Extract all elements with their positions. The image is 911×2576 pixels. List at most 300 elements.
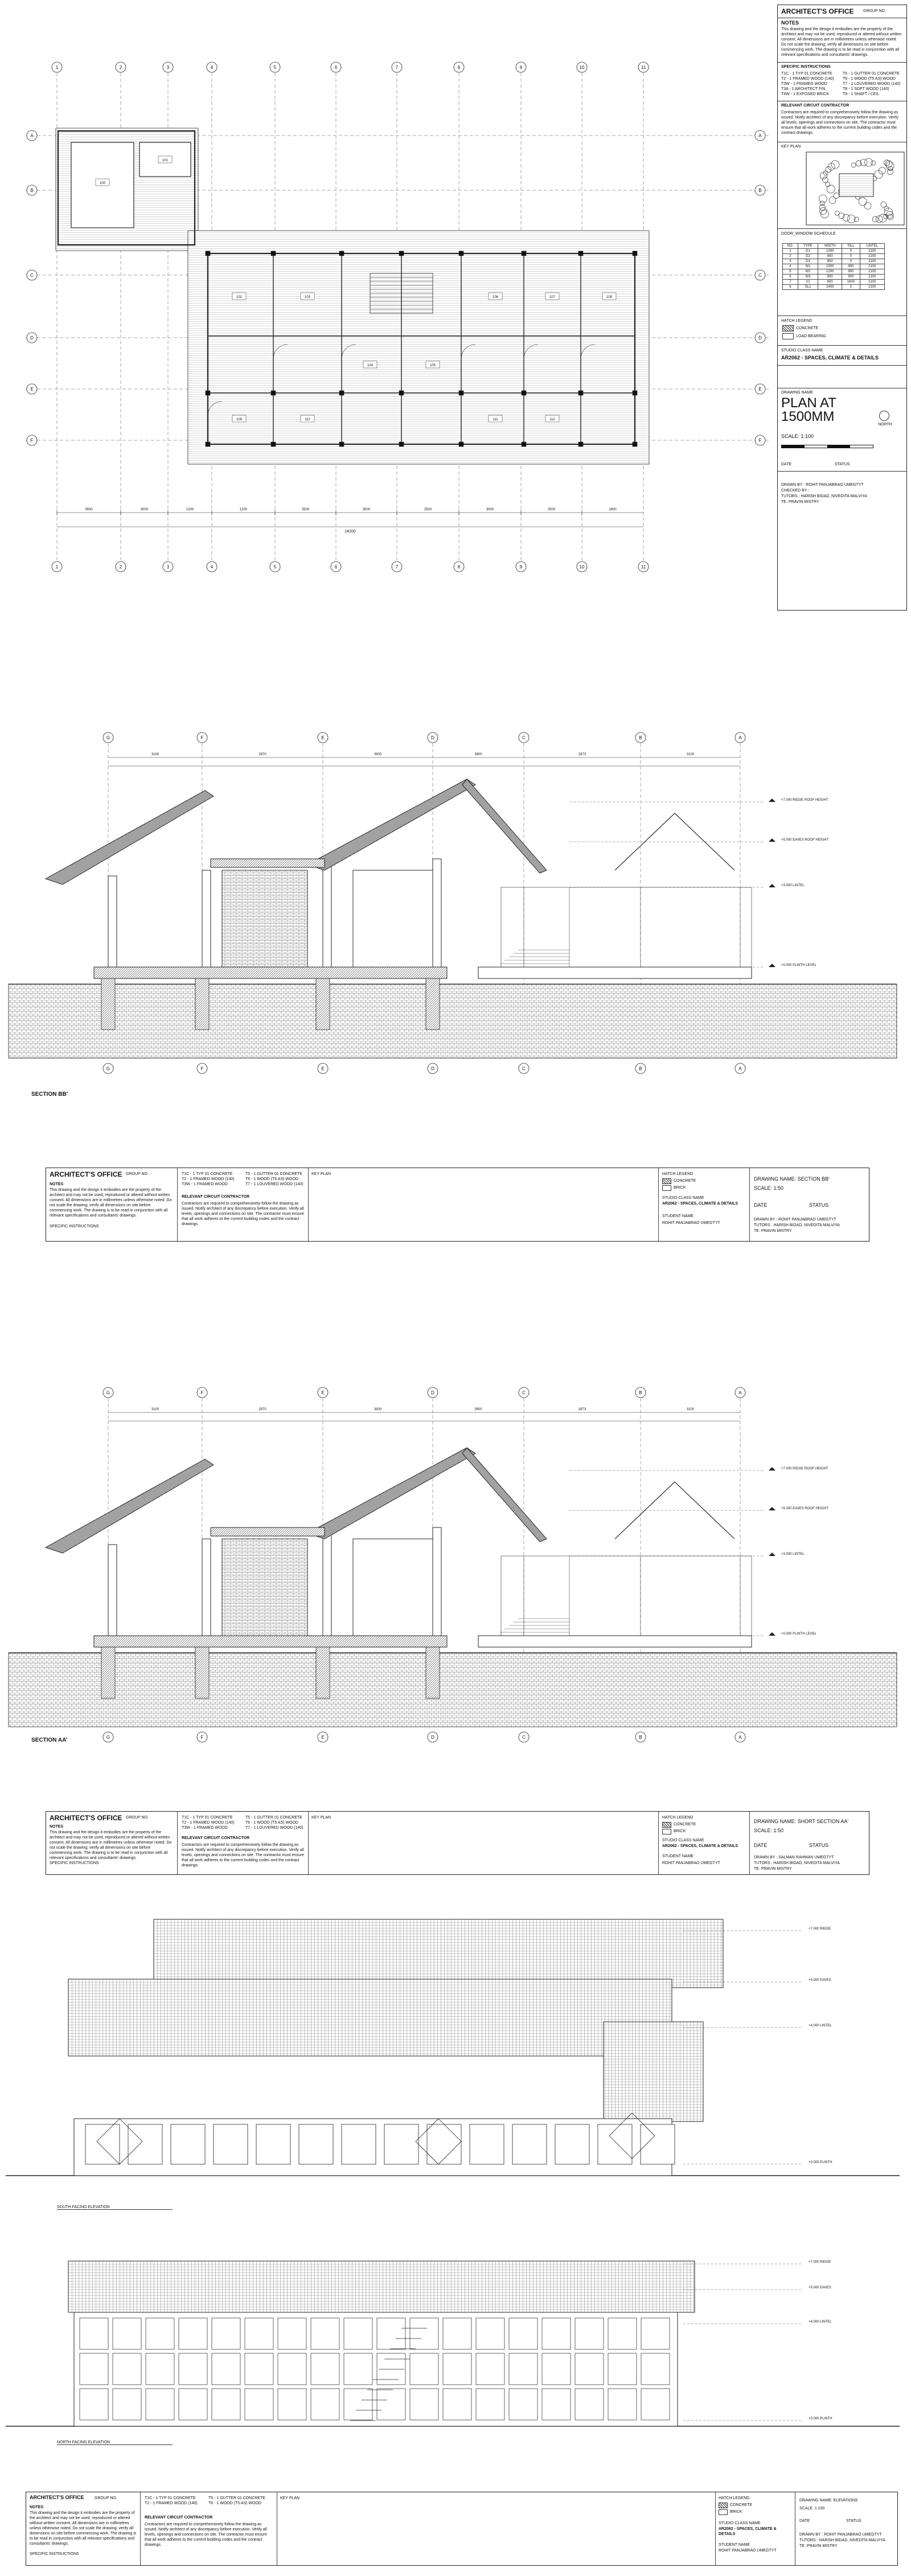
room-tag-text: 107 [549, 296, 556, 299]
grid-bubble-label: 3 [166, 564, 170, 570]
grid-bubble-label: G [106, 1735, 110, 1740]
window [85, 2124, 120, 2164]
room-tag-text: 101 [162, 159, 169, 162]
roof-slope [46, 791, 214, 884]
dimension-text: 3100 [151, 1408, 159, 1411]
table-cell: 1200 [818, 269, 842, 275]
column [206, 442, 210, 447]
room-tag-text: 105 [429, 364, 436, 367]
pavilion-outline [501, 1556, 752, 1636]
grid-bubble-label: E [30, 387, 34, 392]
key-plan-title: KEY PLAN [311, 1172, 331, 1176]
roof-slope [462, 779, 547, 873]
plan-sheet [0, 0, 911, 615]
section-aa-sheet [0, 1355, 911, 1879]
notes-text: This drawing and the design it embodies are the property of the architect and may not be used, reproduced or altered without written consent. All dimensions are in millimetres unless otherwise noted. Do not scale the drawing; verify all dimensions on site before commencing work. The drawing is to be read in conjunction with all relevant specifications and consultants' drawings. [781, 27, 902, 57]
office-name: ARCHITECT'S OFFICE [30, 2495, 84, 2500]
window [113, 2389, 141, 2420]
grid-bubble-label: F [200, 1066, 204, 1071]
room-tag-text: 106 [492, 296, 499, 299]
grid-bubble-label: C [522, 1390, 526, 1395]
level-text: +5.000 EAVES ROOF HEIGHT [781, 838, 829, 842]
window [344, 2353, 372, 2385]
section-aa-caption: SECTION AA' [31, 1737, 68, 1743]
office-name: ARCHITECT'S OFFICE [50, 1170, 122, 1178]
grid-bubble-label: C [758, 273, 762, 278]
relevant-text: Contractors are required to comprehensively follow the drawing as issued. Notify architect of any discrepancy before execution. Verify all levels, openings and connections on site. The contractor must ensure that all work adheres to the current building codes and the contract drawings. [145, 2522, 268, 2547]
grid-bubble-label: G [106, 1390, 110, 1395]
lower-roof [68, 1979, 672, 2056]
studio-label: STUDIO CLASS NAME [662, 1196, 704, 1200]
grid-bubble-label: D [758, 335, 762, 341]
drawing-name-label: DRAWING NAME [781, 391, 813, 395]
window [443, 2353, 471, 2385]
plinth-slab [478, 967, 752, 978]
window [641, 2124, 675, 2164]
grid-bubble-label: 8 [457, 564, 461, 570]
level-text: +7.000 RIDGE [809, 1927, 831, 1931]
table-cell: 2100 [860, 269, 884, 275]
tutors: TUTORS : HARISH BIDAD, NIVEDITA MALVIYA [799, 2538, 885, 2542]
grid-bubble-label: A [738, 1735, 742, 1740]
dimension-text: 2500 [424, 508, 432, 511]
level-text: +0.000 PLINTH LEVEL [781, 964, 816, 967]
window [608, 2389, 637, 2420]
column [271, 442, 276, 447]
hatch-load-bearing-swatch [782, 333, 794, 339]
window [179, 2389, 207, 2420]
dimension-text: 2873 [578, 753, 586, 756]
key-plan-title: KEY PLAN [311, 1816, 331, 1820]
dimension-text: 2500 [301, 508, 310, 511]
table-cell: 0 [842, 285, 860, 290]
plan-title-block [777, 5, 907, 611]
spec-item: T7 - 1 LOUVERED WOOD (140) [843, 82, 901, 86]
dimension-text: 3900 [474, 1408, 482, 1411]
deck-hatch [188, 231, 649, 464]
relevant-text: Contractors are required to comprehensively follow the drawing as issued. Notify architect of any discrepancy before execution. Verify all levels, openings and connections on site. The contractor must ensure that all work adheres to the current building codes and the contract drawings. [182, 1202, 305, 1226]
grid-bubble-label: 7 [395, 564, 399, 570]
column [271, 391, 276, 395]
slab [211, 859, 325, 867]
hatch-brick-swatch [719, 2509, 728, 2515]
table-cell: 600 [818, 280, 842, 285]
pavilion-outline [501, 887, 752, 967]
column [522, 391, 526, 395]
window [377, 2353, 405, 2385]
wall [202, 870, 211, 967]
spec-item: T2 - 1 FRAMED WOOD (140) [182, 1177, 235, 1181]
table-row [783, 264, 885, 269]
column [459, 442, 463, 447]
plinth-slab [94, 1636, 447, 1647]
spec-item: T3W - 1 FRAMED WOOD [781, 82, 827, 86]
window [509, 2318, 537, 2349]
relevant-title: RELEVANT CIRCUIT CONTRACTOR [781, 104, 850, 108]
drawn-by: DRAWN BY : SALMAN RAHMAN UMEGTYT [754, 1856, 834, 1860]
window [410, 2353, 438, 2385]
overall-dimension: 24200 [344, 530, 356, 534]
grid-bubble-label: D [30, 335, 34, 341]
grid-bubble-label: 6 [334, 65, 338, 70]
level-text: +4.000 LINTEL [809, 2320, 832, 2324]
window [311, 2389, 339, 2420]
level-marker-icon [769, 838, 775, 842]
level-marker-icon [769, 1632, 775, 1636]
level-text: +0.000 PLINTH [809, 2161, 832, 2164]
window [212, 2318, 240, 2349]
table-cell: 1800 [842, 280, 860, 285]
column [633, 251, 637, 256]
tutors: TUTORS : HARISH BIDAD, NIVEDITA MALVIYA [781, 494, 867, 498]
drawing-name: PLAN AT [781, 395, 836, 411]
grid-bubble-label: E [321, 735, 325, 740]
window [146, 2353, 174, 2385]
specific-instructions-title: SPECIFIC INSTRUCTIONS [50, 1861, 99, 1865]
grid-bubble-label: D [431, 735, 434, 740]
window [179, 2353, 207, 2385]
footing [426, 978, 440, 1030]
section-aa-drawing [0, 1355, 911, 1879]
drawn-by: DRAWN BY : ROHIT PANJABRAO UMEGTYT [799, 2533, 882, 2537]
table-header: LINTEL [860, 244, 884, 249]
student-label: STUDENT NAME [719, 2543, 750, 2547]
footing [426, 1647, 440, 1698]
spec-item: T1C - 1 TYP 01 CONCRETE [145, 2496, 196, 2500]
window [377, 2318, 405, 2349]
dimension-text: 1800 [609, 508, 617, 511]
table-cell: W3 [798, 275, 818, 280]
grid-bubble-label: 6 [334, 564, 338, 570]
tutors-2: TE. PRAVIN MISTRY [754, 1867, 792, 1871]
table-cell: 1 [783, 249, 798, 254]
table-cell: W1 [798, 264, 818, 269]
hatch-legend-title: HATCH LEGEND [662, 1172, 693, 1176]
scale-label: SCALE: 1:100 [799, 2507, 825, 2511]
wall [323, 859, 331, 967]
level-text: +0.000 PLINTH [809, 2417, 832, 2421]
key-plan-title: KEY PLAN [280, 2496, 300, 2500]
wall [433, 859, 441, 967]
table-cell: 0 [842, 254, 860, 259]
roof-slope [46, 1459, 214, 1553]
column [399, 442, 404, 447]
specific-instructions-title: SPECIFIC INSTRUCTIONS [781, 65, 831, 69]
window [575, 2353, 604, 2385]
footing [316, 1647, 330, 1698]
spec-item: T8 - 1 SOFT WOOD (140) [843, 87, 889, 91]
window [311, 2318, 339, 2349]
dimension-text: 2873 [578, 1408, 586, 1411]
tutors: TUTORS : HARISH BIDAD, NIVEDITA MALVIYA [754, 1223, 840, 1227]
spec-item: T5 - 1 GUTTER 01 CONCRETE [245, 1816, 302, 1820]
dimension-text: 2970 [258, 753, 266, 756]
grid-bubble-label: 2 [119, 65, 122, 70]
tutors-2: TE. PRAVIN MISTRY [799, 2544, 838, 2548]
roof-slope [462, 1448, 547, 1542]
table-cell: 2100 [860, 254, 884, 259]
grid-bubble-label: 2 [119, 564, 122, 570]
ground-hatch [9, 1653, 897, 1727]
legend-item: CONCRETE [796, 326, 819, 330]
roof-slope [307, 779, 475, 870]
student-name: ROHIT PANJABRAO UMEGTYT [662, 1861, 720, 1865]
notes-text: This drawing and the design it embodies are the property of the architect and may not be used, reproduced or altered without written consent. All dimensions are in millimetres unless otherwise noted. Do not scale the drawing; verify all dimensions on site before commencing work. The drawing is to be read in conjunction with all relevant specifications and consultants' drawings. [30, 2511, 137, 2546]
hatch-concrete-swatch [662, 1822, 671, 1828]
window [128, 2124, 162, 2164]
window [476, 2318, 504, 2349]
status-label: STATUS [835, 462, 850, 466]
dimension-text: 3900 [374, 1408, 382, 1411]
column [459, 251, 463, 256]
window [443, 2389, 471, 2420]
window [509, 2389, 537, 2420]
window [410, 2389, 438, 2420]
grid-bubble-label: E [321, 1735, 325, 1740]
notes-title: NOTES [781, 20, 799, 26]
table-row [783, 285, 885, 290]
student-name: ROHIT PANJABRAO UMEGTYT [719, 2549, 777, 2553]
room-tag-text: 110 [305, 418, 310, 421]
grid-bubble-label: 7 [395, 65, 399, 70]
spec-item: T6 - 1 WOOD (T5 AS) WOOD [245, 1821, 298, 1825]
table-cell: 8 [783, 285, 798, 290]
room-tag-text: 108 [606, 296, 613, 299]
group-label: GROUP NO. [126, 1816, 149, 1820]
footing [101, 1647, 115, 1698]
grid-bubble-label: C [522, 1066, 526, 1071]
window [299, 2124, 333, 2164]
office-name: ARCHITECT'S OFFICE [781, 7, 854, 15]
spec-item: T1C - 1 TYP 01 CONCRETE [781, 72, 832, 76]
dimension-text: 1200 [186, 508, 194, 511]
column [399, 251, 404, 256]
key-building [839, 174, 873, 196]
column [522, 251, 526, 256]
spec-item: T1C - 1 TYP 01 CONCRETE [182, 1172, 233, 1176]
dimension-text: 3000 [362, 508, 371, 511]
grid-bubble-label: A [758, 133, 762, 138]
room-tag-text: 111 [493, 418, 498, 421]
column [339, 391, 344, 395]
wall [433, 1527, 441, 1636]
column [399, 391, 404, 395]
section-bb-title-block [46, 1168, 869, 1242]
legend-item: CONCRETE [674, 1823, 696, 1826]
table-cell: 2100 [860, 275, 884, 280]
grid-bubble-label: 10 [579, 65, 585, 70]
dimension-text: 3100 [686, 753, 695, 756]
table-cell: V1 [798, 280, 818, 285]
spec-item: T1C - 1 TYP 01 CONCRETE [182, 1816, 233, 1820]
window [146, 2389, 174, 2420]
elevations-sheet [0, 1891, 911, 2576]
table-cell: 1000 [818, 249, 842, 254]
hatch-legend-title: HATCH LEGEND [662, 1816, 693, 1820]
notes-text: This drawing and the design it embodies are the property of the architect and may not be used, reproduced or altered without written consent. All dimensions are in millimetres unless otherwise noted. Do not scale the drawing; verify all dimensions on site before commencing work. The drawing is to be read in conjunction with all relevant specifications and consultants' drawings. [50, 1188, 172, 1218]
studio-label: STUDIO CLASS NAME [662, 1838, 704, 1842]
table-cell: 2400 [818, 285, 842, 290]
group-label: GROUP NO. [126, 1172, 149, 1176]
table-row [783, 259, 885, 264]
level-text: +7.000 RIDGE [809, 2260, 831, 2264]
studio-name: AR2062 - SPACES, CLIMATE & DETAILS [781, 355, 879, 361]
spec-item: T2 - 1 FRAMED WOOD (140) [781, 77, 834, 81]
window [278, 2318, 306, 2349]
level-text: +5.000 EAVES [809, 2286, 831, 2290]
level-text: +7.000 RIDGE ROOF HEIGHT [781, 1467, 828, 1471]
table-cell: 1500 [818, 264, 842, 269]
window [146, 2318, 174, 2349]
legend-item: BRICK [674, 1186, 686, 1190]
grid-bubble-label: B [639, 1390, 642, 1395]
dimension-text: 3100 [151, 753, 159, 756]
table-cell: 2100 [860, 264, 884, 269]
window [278, 2353, 306, 2385]
south-elevation-caption: SOUTH FACING ELEVATION [57, 2205, 173, 2210]
table-cell: 2100 [860, 280, 884, 285]
hatch-concrete-swatch [782, 325, 794, 331]
spec-item: T2 - 1 FRAMED WOOD (140) [182, 1821, 235, 1825]
window [212, 2353, 240, 2385]
office-name: ARCHITECT'S OFFICE [50, 1814, 122, 1822]
table-cell: 0 [842, 249, 860, 254]
window [555, 2124, 589, 2164]
north-arrow-icon [879, 411, 889, 421]
window [113, 2318, 141, 2349]
table-header: TYPE [798, 244, 818, 249]
scale-label: SCALE: 1:50 [754, 1828, 784, 1833]
checked-by: CHECKED BY : [781, 489, 810, 493]
spec-item: T5 - 1 GUTTER 01 CONCRETE [208, 2496, 265, 2500]
group-label: GROUP NO. [95, 2496, 117, 2500]
window [171, 2124, 205, 2164]
group-label: GROUP NO. [863, 9, 886, 13]
elevations-title-block [26, 2492, 898, 2566]
window [641, 2353, 670, 2385]
section-aa-title-block [46, 1811, 869, 1875]
hatch-concrete-swatch [662, 1178, 671, 1184]
spec-item: T6 - 1 WOOD (T5 AS) WOOD [208, 2501, 261, 2505]
window [608, 2353, 637, 2385]
student-label: STUDENT NAME [662, 1854, 694, 1858]
level-text: +5.000 EAVES [809, 1979, 831, 1982]
window [344, 2318, 372, 2349]
notes-title: NOTES [30, 2505, 44, 2509]
grid-bubble-label: C [522, 735, 526, 740]
elevations-drawing [0, 1891, 911, 2576]
window [470, 2124, 504, 2164]
table-row [783, 280, 885, 285]
door-window-title: DOOR_WINDOW SCHEDULE [781, 232, 836, 236]
hatch-legend-title: HATCH LEGEND [781, 319, 812, 323]
relevant-title: RELEVANT CIRCUIT CONTRACTOR [145, 2516, 213, 2520]
level-text: +0.000 PLINTH LEVEL [781, 1632, 816, 1636]
column [339, 251, 344, 256]
relevant-text: Contractors are required to comprehensively follow the drawing as issued. Notify architect of any discrepancy before execution. Verify all levels, openings and connections on site. The contractor must ensure that all work adheres to the current building codes and the contract drawings. [781, 110, 898, 135]
window [641, 2389, 670, 2420]
level-text: +3.000 LINTEL [781, 1553, 805, 1556]
relevant-title: RELEVANT CIRCUIT CONTRACTOR [182, 1836, 250, 1840]
grid-bubble-label: E [321, 1066, 325, 1071]
table-cell: 2 [783, 254, 798, 259]
window [542, 2318, 571, 2349]
level-marker-icon [769, 1507, 775, 1510]
level-text: +4.000 LINTEL [809, 2024, 832, 2028]
dimension-text: 3900 [474, 753, 482, 756]
legend-item: BRICK [674, 1829, 686, 1833]
date-label: DATE [754, 1842, 768, 1848]
grid-bubble-label: A [738, 1390, 742, 1395]
table-header: SILL [842, 244, 860, 249]
grid-bubble-label: 8 [457, 65, 461, 70]
studio-label: STUDIO CLASS NAME [781, 349, 823, 353]
window [542, 2353, 571, 2385]
specific-instructions-title: SPECIFIC INSTRUCTIONS [30, 2552, 79, 2556]
table-cell: SL1 [798, 285, 818, 290]
window [608, 2318, 637, 2349]
window [80, 2389, 108, 2420]
section-bb-caption: SECTION BB' [31, 1091, 68, 1097]
window [245, 2353, 273, 2385]
grid-bubble-label: B [639, 1735, 642, 1740]
student-name: ROHIT PANJABRAO UMEGTYT [662, 1221, 720, 1225]
window [212, 2389, 240, 2420]
date-label: DATE [754, 1202, 768, 1208]
tutors: TUTORS : HARISH BIDAD, NIVEDITA MALVIYA [754, 1861, 840, 1865]
drawn-by: DRAWN BY : ROHIT PANJABRAO UMEGTYT [754, 1218, 836, 1222]
grid-bubble-label: D [431, 1066, 434, 1071]
grid-bubble-label: A [738, 735, 742, 740]
studio-label: STUDIO CLASS NAME [719, 2521, 761, 2525]
table-cell: D2 [798, 254, 818, 259]
grid-bubble-label: D [431, 1735, 434, 1740]
window [542, 2389, 571, 2420]
student-label: STUDENT NAME [662, 1214, 694, 1218]
hatch-brick-swatch [662, 1829, 671, 1834]
window [476, 2389, 504, 2420]
window [214, 2124, 248, 2164]
table-cell: 6 [783, 275, 798, 280]
scale-bar [781, 445, 873, 448]
key-plan-title: KEY PLAN [781, 145, 801, 149]
window [410, 2318, 438, 2349]
plinth-slab [94, 967, 447, 978]
grid-bubble-label: 11 [641, 65, 646, 70]
table-row [783, 275, 885, 280]
grid-bubble-label: 4 [210, 564, 214, 570]
grid-bubble-label: 4 [210, 65, 214, 70]
table-row [783, 269, 885, 275]
dimension-text: 3900 [374, 753, 382, 756]
key-plan-image [805, 151, 905, 226]
ground-hatch [9, 984, 897, 1058]
notes-title: NOTES [50, 1182, 64, 1186]
grid-bubble-label: 11 [641, 564, 646, 570]
table-cell: 900 [842, 264, 860, 269]
wall [202, 1539, 211, 1636]
window [245, 2389, 273, 2420]
hatch-concrete-swatch [719, 2503, 728, 2508]
dimension-text: 1200 [239, 508, 248, 511]
grid-bubble-label: E [321, 1390, 325, 1395]
door-window-grid [782, 243, 885, 290]
specific-instructions-title: SPECIFIC INSTRUCTIONS [50, 1224, 99, 1228]
table-row [783, 249, 885, 254]
hatch-brick-swatch [662, 1185, 671, 1191]
window [509, 2353, 537, 2385]
grid-bubble-label: G [106, 1066, 110, 1071]
